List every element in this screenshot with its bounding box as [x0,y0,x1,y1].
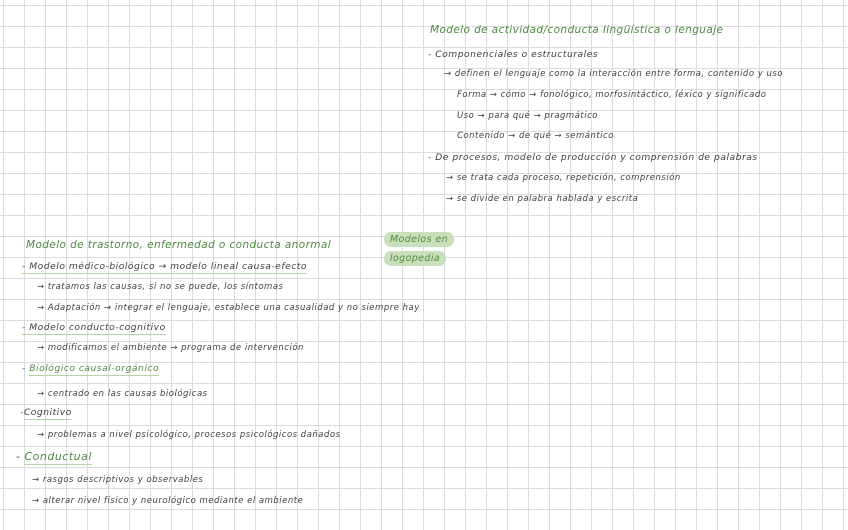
rasgos-item: → rasgos descriptivos y observables [32,475,204,485]
modificamos-item: → modificamos el ambiente → programa de intervención [37,343,304,353]
medico-item: - Modelo médico-biológico → modelo lineal causa-efecto [22,261,307,272]
left-branch-title: Modelo de trastorno, enfermedad o conducta anormal [26,239,332,251]
componenciales-item: - Componenciales o estructurales [428,49,599,60]
biologico-dash: - [22,363,30,374]
centrado-item: → centrado en las causas biológicas [37,389,208,399]
cognitivo-label: Cognitivo [23,407,72,418]
tratamos-item: → tratamos las causas, si no se puede, los síntomas [37,282,284,292]
procesos-item: - De procesos, modelo de producción y comprensión de palabras [428,152,758,163]
center-topic-line1: Modelos en [384,232,454,247]
problemas-item: → problemas a nivel psicológico, procesos psicológicos dañados [37,430,341,440]
trata-item: → se trata cada proceso, repetición, comprensión [446,173,681,183]
cognitivo-item [20,407,72,418]
biologico-label: Biológico causal-orgánico [29,363,160,374]
uso-item: Uso → para qué → pragmático [457,111,598,121]
conductual-item [16,450,92,463]
divide-item: → se divide en palabra hablada y escrita [446,194,639,204]
contenido-item: Contenido → de qué → semántico [457,131,614,141]
center-topic-line2: logopedia [384,251,446,266]
forma-item: Forma → cómo → fonológico, morfosintáctico, léxico y significado [457,90,767,100]
biologico-item [22,363,159,374]
conductual-dash: - [16,450,25,463]
conductual-label: Conductual [24,450,92,463]
alterar-item: → alterar nivel físico y neurológico mediante el ambiente [32,496,304,506]
conducto-item: - Modelo conducto-cognitivo [22,322,166,333]
right-branch-title: Modelo de actividad/conducta lingüística o lenguaje [430,24,724,36]
cognitivo-dash: - [20,407,24,418]
definen-item: → definen el lenguaje como la interacción entre forma, contenido y uso [444,69,783,79]
adaptacion-item: → Adaptación → integrar el lenguaje, establece una casualidad y no siempre hay [37,303,420,313]
